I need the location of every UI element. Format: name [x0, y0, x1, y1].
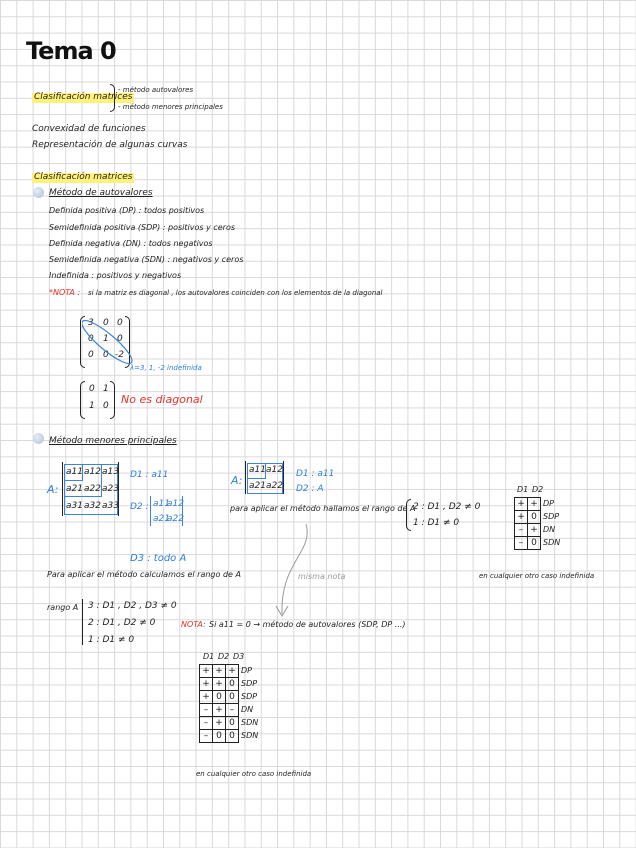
matrix-bar — [245, 461, 246, 494]
matrix-cell: a13 — [102, 467, 119, 477]
table-row-label: DN — [543, 525, 556, 534]
table-cell: 0 — [226, 730, 239, 743]
nota-text: Si a11 = 0 → método de autovalores (SDP, DP ...) — [209, 620, 406, 629]
table-cell: 0 — [226, 717, 239, 730]
section-heading: Clasificación matrices — [34, 172, 133, 182]
table-cell: + — [213, 717, 226, 730]
table-cell: + — [200, 665, 213, 678]
table-row — [200, 678, 268, 691]
table-row-label: SDN — [241, 731, 259, 740]
table-header: D1 — [517, 485, 529, 494]
matrix-bracket — [110, 381, 115, 419]
table-cell: + — [226, 665, 239, 678]
matrix-cell: 0 — [117, 334, 123, 344]
brace — [406, 499, 411, 531]
table-row — [515, 537, 570, 550]
same-note: misma nota — [298, 572, 346, 581]
topic-convexidad: Convexidad de funciones — [32, 124, 146, 134]
table-row — [200, 691, 268, 704]
rank-line: 2 : D1 , D2 ≠ 0 — [413, 502, 481, 512]
matrix-a-label: A: — [47, 483, 59, 496]
nota-text: si la matriz es diagonal , los autovalores coinciden con los elementos de la diagonal — [88, 289, 383, 297]
rank-line: 2 : D1 , D2 ≠ 0 — [88, 618, 156, 628]
matrix-cell: 3 — [88, 318, 94, 328]
topic-matrices: Clasificación matrices — [34, 92, 133, 102]
det-cell: a21 — [153, 514, 170, 524]
nota-label: *NOTA : — [49, 288, 81, 297]
matrix-cell: a22 — [266, 481, 283, 491]
table-header: D1 — [203, 652, 215, 661]
rank-line: 1 : D1 ≠ 0 — [88, 635, 135, 645]
menores-heading: Método menores principales — [49, 436, 177, 446]
matrix-cell: 0 — [88, 350, 94, 360]
matrix-cell: 1 — [89, 401, 95, 411]
table-row-label: DN — [241, 705, 254, 714]
d1-definition: D1 : a11 — [130, 470, 169, 480]
bullet-icon — [33, 433, 44, 444]
table-cell: + — [200, 691, 213, 704]
rank-line: 3 : D1 , D2 , D3 ≠ 0 — [88, 601, 177, 611]
d1-definition: D1 : a11 — [296, 469, 335, 479]
det-cell: a11 — [153, 499, 170, 509]
matrix-a-label: A: — [231, 474, 243, 487]
matrix-cell: 0 — [117, 318, 123, 328]
table-cell: – — [200, 717, 213, 730]
table-cell: – — [515, 537, 528, 550]
matrix-cell: a21 — [249, 481, 266, 491]
det-cell: a22 — [167, 514, 184, 524]
brace — [82, 599, 83, 645]
page-title: Tema 0 — [26, 37, 116, 65]
table-cell: 0 — [213, 691, 226, 704]
topic-curvas: Representación de algunas curvas — [32, 140, 188, 150]
table-header: D2 — [218, 652, 230, 661]
matrix-cell: 1 — [103, 384, 109, 394]
matrix-cell: a32 — [84, 501, 101, 511]
autovalores-item: Semidefinida positiva (SDP) : positivos y ceros — [49, 223, 235, 232]
table-header: D3 — [233, 652, 245, 661]
matrix-cell: 0 — [103, 401, 109, 411]
table-cell: + — [200, 678, 213, 691]
table-row-label: SDP — [543, 512, 560, 521]
autovalores-heading: Método de autovalores — [49, 188, 153, 198]
det-cell: a12 — [167, 499, 184, 509]
table-cell: – — [200, 704, 213, 717]
eigen-note: λ=3, 1, -2 indefinida — [130, 364, 202, 372]
table-row-label: DP — [241, 666, 252, 675]
apply-text: para aplicar el método hallamos el rango de A — [230, 504, 416, 513]
table-cell: + — [515, 498, 528, 511]
d3-definition: D3 : todo A — [130, 553, 187, 564]
apply-text: Para aplicar el método calculamos el rango de A — [47, 570, 241, 579]
matrix-cell: a22 — [84, 484, 101, 494]
matrix-cell: a21 — [66, 484, 83, 494]
rank-line: 1 : D1 ≠ 0 — [413, 518, 460, 528]
topic-sub-autovalores: - método autovalores — [118, 86, 194, 94]
table-row — [515, 524, 570, 537]
det-bar — [150, 496, 151, 526]
matrix-cell: a11 — [249, 465, 266, 475]
table-row — [200, 704, 268, 717]
topic-sub-menores: - método menores principales — [118, 103, 223, 111]
matrix-cell: a33 — [102, 501, 119, 511]
table-row-label: SDN — [543, 538, 561, 547]
sign-table-3 — [199, 664, 268, 743]
table-footer: en cualquier otro caso indefinida — [196, 770, 312, 778]
brace — [110, 84, 115, 112]
table-cell: – — [515, 524, 528, 537]
matrix-cell: a12 — [266, 465, 283, 475]
table-cell: + — [213, 665, 226, 678]
table-row — [200, 730, 268, 743]
table-cell: – — [200, 730, 213, 743]
matrix-bracket — [80, 381, 85, 419]
table-cell: 0 — [528, 511, 541, 524]
table-cell: 0 — [226, 678, 239, 691]
matrix-cell: a31 — [66, 501, 83, 511]
sign-table-2 — [514, 497, 570, 550]
matrix-cell: 0 — [103, 350, 109, 360]
rango-label: rango A — [47, 603, 79, 612]
table-cell: – — [226, 704, 239, 717]
not-diagonal-note: No es diagonal — [121, 393, 203, 406]
table-footer: en cualquier otro caso indefinida — [479, 572, 595, 580]
table-header: D2 — [532, 485, 544, 494]
nota-label: NOTA: — [181, 620, 206, 629]
table-row — [200, 665, 268, 678]
table-cell: + — [213, 678, 226, 691]
matrix-bar — [62, 462, 63, 516]
table-cell: + — [213, 704, 226, 717]
table-cell: + — [528, 498, 541, 511]
bullet-icon — [33, 187, 44, 198]
d2-definition: D2 : A — [296, 484, 324, 494]
matrix-cell: 0 — [89, 384, 95, 394]
d2-definition: D2 : — [130, 502, 149, 512]
table-row-label: SDP — [241, 692, 258, 701]
table-row — [515, 511, 570, 524]
table-row-label: SDP — [241, 679, 258, 688]
autovalores-item: Semidefinida negativa (SDN) : negativos y ceros — [49, 255, 244, 264]
table-row — [515, 498, 570, 511]
table-cell: 0 — [528, 537, 541, 550]
matrix-cell: 0 — [88, 334, 94, 344]
table-row-label: DP — [543, 499, 554, 508]
matrix-bar — [283, 461, 284, 494]
matrix-cell: a23 — [102, 484, 119, 494]
autovalores-item: Definida positiva (DP) : todos positivos — [49, 206, 205, 215]
matrix-cell: -2 — [115, 350, 124, 360]
matrix-cell: 0 — [103, 318, 109, 328]
matrix-cell: a11 — [66, 467, 83, 477]
table-cell: + — [515, 511, 528, 524]
matrix-cell: 1 — [103, 334, 109, 344]
table-row-label: SDN — [241, 718, 259, 727]
autovalores-item: Indefinida : positivos y negativos — [49, 271, 182, 280]
table-cell: + — [528, 524, 541, 537]
autovalores-item: Definida negativa (DN) : todos negativos — [49, 239, 213, 248]
table-cell: 0 — [213, 730, 226, 743]
table-row — [200, 717, 268, 730]
table-cell: 0 — [226, 691, 239, 704]
matrix-cell: a12 — [84, 467, 101, 477]
